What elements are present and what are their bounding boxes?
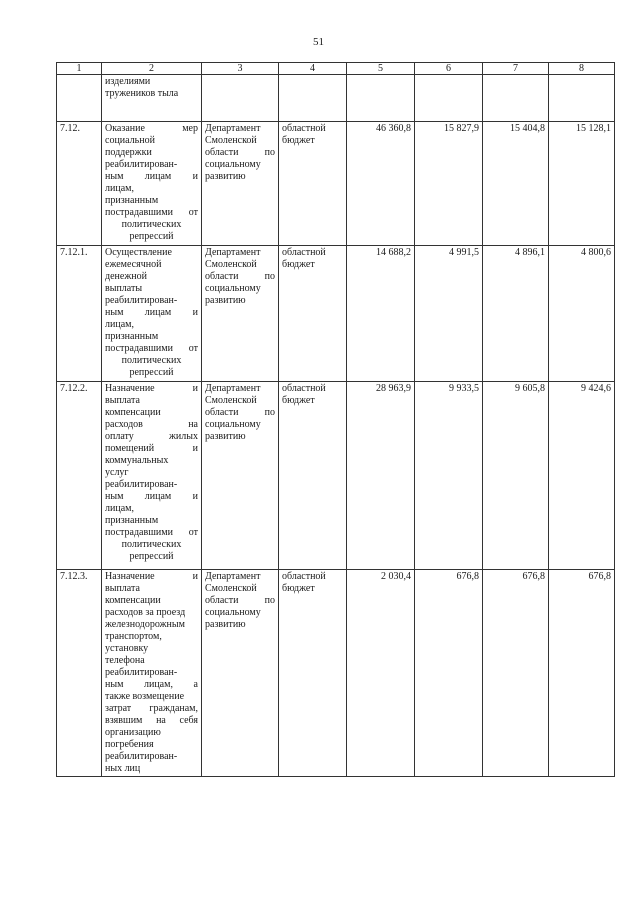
name-cell <box>102 382 202 570</box>
name-line: Оказание мер <box>105 123 198 134</box>
year2-cell: 15 404,8 <box>483 122 549 246</box>
code-cell: 7.12.3. <box>57 570 102 777</box>
year3-cell: 15 128,1 <box>549 122 615 246</box>
executor-line: области по <box>205 595 275 606</box>
executor-line: социальному <box>205 159 261 170</box>
budget-table <box>56 62 615 777</box>
executor-line: социальному <box>205 419 261 430</box>
name-line: расходов на <box>105 419 198 430</box>
executor-line: социальному <box>205 283 261 294</box>
name-line: реабилитирован- <box>105 295 178 306</box>
executor-line: Департамент <box>205 247 261 258</box>
column-header: 8 <box>549 63 615 75</box>
name-cell <box>102 75 202 122</box>
source-line: бюджет <box>282 583 315 594</box>
executor-cell <box>202 75 279 122</box>
source-cell <box>279 122 347 246</box>
column-header: 2 <box>102 63 202 75</box>
name-line: ным лицам и <box>105 491 198 502</box>
column-header: 5 <box>347 63 415 75</box>
executor-line: Смоленской <box>205 583 257 594</box>
name-line: оплату жилых <box>105 431 198 442</box>
source-line: областной <box>282 247 326 258</box>
total-cell: 2 030,4 <box>347 570 415 777</box>
name-line: политических <box>121 355 182 366</box>
name-line: репрессий <box>129 551 174 562</box>
name-line: признанным <box>105 195 159 206</box>
table-row <box>57 122 615 246</box>
executor-cell <box>202 246 279 382</box>
name-line: выплата <box>105 583 140 594</box>
executor-line: области по <box>205 407 275 418</box>
source-line: областной <box>282 123 326 134</box>
executor-line: Смоленской <box>205 395 257 406</box>
column-header: 3 <box>202 63 279 75</box>
name-line: лицам, <box>105 503 134 514</box>
executor-cell <box>202 122 279 246</box>
name-line: репрессий <box>129 367 174 378</box>
source-line: бюджет <box>282 395 315 406</box>
executor-line: области по <box>205 271 275 282</box>
name-line: компенсации <box>105 595 161 606</box>
source-line: бюджет <box>282 135 315 146</box>
name-line: пострадавшими от <box>105 207 198 218</box>
name-line: ным лицам и <box>105 171 198 182</box>
source-line: областной <box>282 571 326 582</box>
executor-line: Департамент <box>205 571 261 582</box>
name-line: изделиями <box>105 76 151 87</box>
table-body <box>57 122 615 777</box>
name-line: ным лицам, а <box>105 679 198 690</box>
name-line: социальной <box>105 135 155 146</box>
year2-cell: 4 896,1 <box>483 246 549 382</box>
code-cell: 7.12. <box>57 122 102 246</box>
year1-cell: 9 933,5 <box>415 382 483 570</box>
name-line: телефона <box>105 655 145 666</box>
executor-cell <box>202 570 279 777</box>
name-line: ных лиц <box>105 763 141 774</box>
code-cell: 7.12.2. <box>57 382 102 570</box>
name-line: компенсации <box>105 407 161 418</box>
source-cell <box>279 75 347 122</box>
name-line: установку <box>105 643 149 654</box>
total-cell: 28 963,9 <box>347 382 415 570</box>
name-line: пострадавшими от <box>105 343 198 354</box>
source-cell <box>279 570 347 777</box>
executor-line: развитию <box>205 431 246 442</box>
name-line: расходов за проезд <box>105 607 186 618</box>
name-line: денежной <box>105 271 147 282</box>
name-line: лицам, <box>105 183 134 194</box>
code-cell: 7.12.1. <box>57 246 102 382</box>
table-row <box>57 382 615 570</box>
name-line: выплаты <box>105 283 143 294</box>
name-cell <box>102 122 202 246</box>
name-line: железнодорожным <box>105 619 185 630</box>
name-line: помещений и <box>105 443 198 454</box>
executor-cell <box>202 382 279 570</box>
year1-cell <box>415 75 483 122</box>
continuation-row <box>57 75 615 122</box>
name-line: реабилитирован- <box>105 667 178 678</box>
year3-cell <box>549 75 615 122</box>
column-header: 6 <box>415 63 483 75</box>
name-line: коммунальных <box>105 455 169 466</box>
year3-cell: 676,8 <box>549 570 615 777</box>
page-number: 51 <box>313 36 324 48</box>
name-line: поддержки <box>105 147 152 158</box>
executor-line: социальному <box>205 607 261 618</box>
name-line: транспортом, <box>105 631 162 642</box>
name-line: реабилитирован- <box>105 159 178 170</box>
executor-line: Департамент <box>205 123 261 134</box>
total-cell: 14 688,2 <box>347 246 415 382</box>
name-line: репрессий <box>129 231 174 242</box>
name-line: пострадавшими от <box>105 527 198 538</box>
name-cell <box>102 246 202 382</box>
year3-cell: 9 424,6 <box>549 382 615 570</box>
year1-cell: 15 827,9 <box>415 122 483 246</box>
executor-line: Смоленской <box>205 259 257 270</box>
name-line: Осуществление <box>105 247 172 258</box>
executor-line: развитию <box>205 619 246 630</box>
year3-cell: 4 800,6 <box>549 246 615 382</box>
name-line: Назначение и <box>105 571 198 582</box>
executor-line: области по <box>205 147 275 158</box>
name-line: выплата <box>105 395 140 406</box>
name-line: взявшим на себя <box>105 715 198 726</box>
name-line: политических <box>121 219 182 230</box>
code-cell <box>57 75 102 122</box>
executor-line: развитию <box>205 171 246 182</box>
name-line: реабилитирован- <box>105 479 178 490</box>
name-line: затрат гражданам, <box>105 703 198 714</box>
year1-cell: 676,8 <box>415 570 483 777</box>
name-line: также возмещение <box>105 691 185 702</box>
name-line: признанным <box>105 331 159 342</box>
executor-line: развитию <box>205 295 246 306</box>
name-line: признанным <box>105 515 159 526</box>
name-line: погребения <box>105 739 154 750</box>
total-cell: 46 360,8 <box>347 122 415 246</box>
name-line: ежемесячной <box>105 259 162 270</box>
executor-line: Смоленской <box>205 135 257 146</box>
table-row <box>57 570 615 777</box>
year2-cell: 676,8 <box>483 570 549 777</box>
name-line: организацию <box>105 727 161 738</box>
source-cell <box>279 246 347 382</box>
column-header: 7 <box>483 63 549 75</box>
name-line: политических <box>121 539 182 550</box>
executor-line: Департамент <box>205 383 261 394</box>
column-header: 1 <box>57 63 102 75</box>
total-cell <box>347 75 415 122</box>
name-line: реабилитирован- <box>105 751 178 762</box>
name-cell <box>102 570 202 777</box>
name-line: услуг <box>105 467 129 478</box>
source-line: бюджет <box>282 259 315 270</box>
header-row <box>57 63 615 75</box>
year2-cell <box>483 75 549 122</box>
year2-cell: 9 605,8 <box>483 382 549 570</box>
source-cell <box>279 382 347 570</box>
table-row <box>57 246 615 382</box>
source-line: областной <box>282 383 326 394</box>
name-line: тружеников тыла <box>105 88 179 99</box>
name-line: лицам, <box>105 319 134 330</box>
column-header: 4 <box>279 63 347 75</box>
year1-cell: 4 991,5 <box>415 246 483 382</box>
name-line: ным лицам и <box>105 307 198 318</box>
name-line: Назначение и <box>105 383 198 394</box>
